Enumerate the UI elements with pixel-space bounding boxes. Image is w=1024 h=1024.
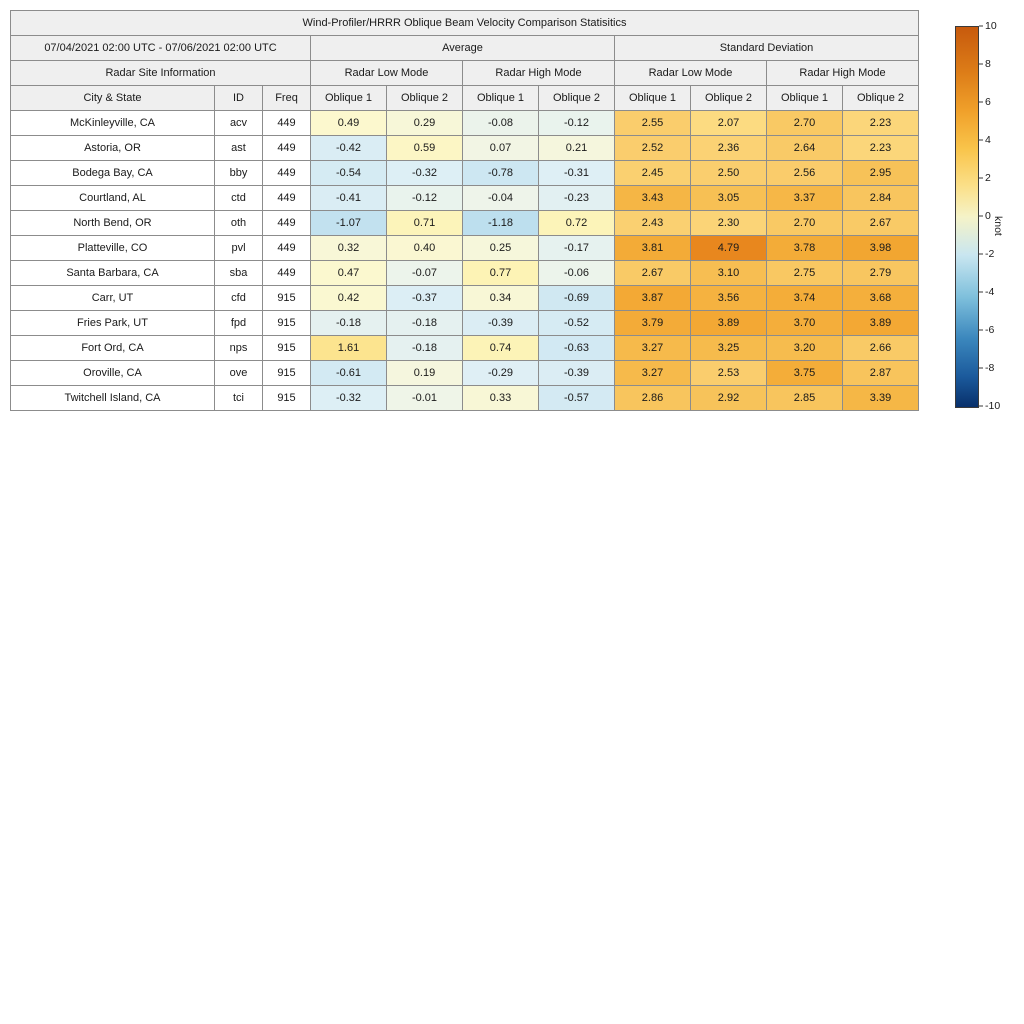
cell-sd-low-ob1: 2.67 — [615, 261, 691, 286]
cell-avg-low-ob1: -1.07 — [311, 211, 387, 236]
cell-avg-low-ob2: -0.32 — [387, 161, 463, 186]
cell-sd-low-ob1: 3.79 — [615, 311, 691, 336]
column-header-avg-low-ob2: Oblique 2 — [387, 86, 463, 111]
cell-frequency: 915 — [263, 286, 311, 311]
cell-sd-low-ob2: 2.50 — [691, 161, 767, 186]
cell-sd-high-ob1: 3.70 — [767, 311, 843, 336]
colorbar — [955, 26, 979, 408]
statistics-table — [10, 10, 919, 411]
table-group-header-row — [11, 36, 919, 61]
colorbar-tick-mark — [979, 368, 983, 369]
colorbar-tick-label: 0 — [985, 210, 991, 222]
cell-avg-low-ob1: -0.18 — [311, 311, 387, 336]
cell-avg-low-ob1: 0.42 — [311, 286, 387, 311]
cell-sd-high-ob2: 3.89 — [843, 311, 919, 336]
colorbar-tick-label: -4 — [985, 286, 995, 298]
cell-avg-low-ob2: 0.59 — [387, 136, 463, 161]
mode-header-sd-high: Radar High Mode — [767, 61, 919, 86]
cell-sd-low-ob2: 2.36 — [691, 136, 767, 161]
table-title-row — [11, 11, 919, 36]
table-row — [11, 111, 919, 136]
cell-frequency: 915 — [263, 336, 311, 361]
cell-site-id: pvl — [215, 236, 263, 261]
cell-site-id: ast — [215, 136, 263, 161]
cell-sd-low-ob2: 2.30 — [691, 211, 767, 236]
cell-avg-high-ob1: 0.77 — [463, 261, 539, 286]
cell-avg-low-ob2: 0.71 — [387, 211, 463, 236]
cell-avg-high-ob2: -0.23 — [539, 186, 615, 211]
cell-avg-low-ob2: 0.29 — [387, 111, 463, 136]
colorbar-tick-label: -2 — [985, 248, 995, 260]
cell-sd-low-ob2: 3.89 — [691, 311, 767, 336]
colorbar-tick-label: 2 — [985, 172, 991, 184]
table-row — [11, 386, 919, 411]
cell-sd-high-ob2: 3.98 — [843, 236, 919, 261]
cell-sd-low-ob1: 2.45 — [615, 161, 691, 186]
cell-site-id: tci — [215, 386, 263, 411]
cell-sd-low-ob2: 3.10 — [691, 261, 767, 286]
cell-site-id: ctd — [215, 186, 263, 211]
table-row — [11, 236, 919, 261]
colorbar-tick-mark — [979, 406, 983, 407]
colorbar-tick-label: 8 — [985, 58, 991, 70]
cell-avg-high-ob2: 0.72 — [539, 211, 615, 236]
column-header-city: City & State — [11, 86, 215, 111]
cell-city-state: McKinleyville, CA — [11, 111, 215, 136]
cell-sd-low-ob1: 3.27 — [615, 361, 691, 386]
cell-avg-low-ob2: 0.40 — [387, 236, 463, 261]
cell-avg-low-ob2: -0.01 — [387, 386, 463, 411]
cell-avg-low-ob1: 0.47 — [311, 261, 387, 286]
cell-avg-high-ob1: 0.07 — [463, 136, 539, 161]
table-row — [11, 261, 919, 286]
cell-site-id: cfd — [215, 286, 263, 311]
cell-sd-high-ob2: 3.68 — [843, 286, 919, 311]
cell-sd-low-ob2: 3.25 — [691, 336, 767, 361]
colorbar-tick-mark — [979, 292, 983, 293]
colorbar-tick-mark — [979, 102, 983, 103]
cell-city-state: Fries Park, UT — [11, 311, 215, 336]
group-header-site-info: Radar Site Information — [11, 61, 311, 86]
cell-city-state: North Bend, OR — [11, 211, 215, 236]
column-header-sd-low-ob2: Oblique 2 — [691, 86, 767, 111]
table-row — [11, 186, 919, 211]
cell-avg-low-ob1: -0.61 — [311, 361, 387, 386]
cell-frequency: 915 — [263, 361, 311, 386]
cell-site-id: fpd — [215, 311, 263, 336]
cell-sd-high-ob2: 2.79 — [843, 261, 919, 286]
cell-frequency: 915 — [263, 311, 311, 336]
cell-sd-high-ob1: 3.74 — [767, 286, 843, 311]
column-header-sd-low-ob1: Oblique 1 — [615, 86, 691, 111]
cell-site-id: nps — [215, 336, 263, 361]
cell-sd-low-ob1: 3.81 — [615, 236, 691, 261]
cell-sd-high-ob1: 3.20 — [767, 336, 843, 361]
cell-avg-high-ob1: 0.34 — [463, 286, 539, 311]
cell-sd-high-ob2: 2.67 — [843, 211, 919, 236]
cell-avg-high-ob2: -0.06 — [539, 261, 615, 286]
group-header-average: Average — [311, 36, 615, 61]
cell-city-state: Carr, UT — [11, 286, 215, 311]
cell-sd-high-ob2: 2.87 — [843, 361, 919, 386]
cell-avg-high-ob1: -0.39 — [463, 311, 539, 336]
cell-sd-low-ob1: 3.87 — [615, 286, 691, 311]
column-header-sd-high-ob2: Oblique 2 — [843, 86, 919, 111]
colorbar-tick-label: 6 — [985, 96, 991, 108]
cell-sd-high-ob2: 2.95 — [843, 161, 919, 186]
cell-avg-low-ob2: -0.37 — [387, 286, 463, 311]
page-title: Wind-Profiler/HRRR Oblique Beam Velocity Comparison Statisitics — [11, 11, 919, 36]
cell-avg-high-ob1: 0.74 — [463, 336, 539, 361]
colorbar-tick-mark — [979, 330, 983, 331]
cell-avg-high-ob2: -0.39 — [539, 361, 615, 386]
cell-sd-low-ob1: 2.52 — [615, 136, 691, 161]
cell-city-state: Astoria, OR — [11, 136, 215, 161]
mode-header-avg-low: Radar Low Mode — [311, 61, 463, 86]
cell-avg-low-ob1: -0.42 — [311, 136, 387, 161]
table-body — [11, 111, 919, 411]
colorbar-tick-mark — [979, 26, 983, 27]
cell-avg-low-ob1: 1.61 — [311, 336, 387, 361]
cell-frequency: 449 — [263, 236, 311, 261]
cell-avg-low-ob2: -0.18 — [387, 336, 463, 361]
cell-avg-high-ob1: 0.33 — [463, 386, 539, 411]
table-row — [11, 361, 919, 386]
colorbar-tick-mark — [979, 140, 983, 141]
cell-avg-high-ob2: -0.31 — [539, 161, 615, 186]
colorbar-tick-mark — [979, 216, 983, 217]
cell-avg-high-ob1: -0.29 — [463, 361, 539, 386]
colorbar-tick-mark — [979, 64, 983, 65]
colorbar-tick-label: -6 — [985, 324, 995, 336]
cell-avg-high-ob1: 0.25 — [463, 236, 539, 261]
table-row — [11, 286, 919, 311]
table-row — [11, 161, 919, 186]
cell-sd-high-ob1: 2.70 — [767, 211, 843, 236]
cell-city-state: Twitchell Island, CA — [11, 386, 215, 411]
cell-avg-high-ob2: -0.57 — [539, 386, 615, 411]
table-row — [11, 211, 919, 236]
column-header-sd-high-ob1: Oblique 1 — [767, 86, 843, 111]
cell-sd-low-ob1: 2.86 — [615, 386, 691, 411]
column-header-avg-low-ob1: Oblique 1 — [311, 86, 387, 111]
cell-city-state: Platteville, CO — [11, 236, 215, 261]
cell-frequency: 449 — [263, 136, 311, 161]
cell-avg-high-ob1: -0.04 — [463, 186, 539, 211]
cell-sd-high-ob1: 3.78 — [767, 236, 843, 261]
cell-avg-low-ob2: -0.12 — [387, 186, 463, 211]
cell-avg-high-ob2: -0.52 — [539, 311, 615, 336]
column-header-id: ID — [215, 86, 263, 111]
table-row — [11, 136, 919, 161]
cell-site-id: acv — [215, 111, 263, 136]
cell-sd-high-ob2: 2.66 — [843, 336, 919, 361]
cell-avg-high-ob2: -0.63 — [539, 336, 615, 361]
table-row — [11, 311, 919, 336]
table-row — [11, 336, 919, 361]
cell-avg-high-ob1: -1.18 — [463, 211, 539, 236]
mode-header-sd-low: Radar Low Mode — [615, 61, 767, 86]
cell-frequency: 449 — [263, 186, 311, 211]
cell-sd-low-ob2: 3.05 — [691, 186, 767, 211]
cell-site-id: sba — [215, 261, 263, 286]
cell-avg-low-ob2: -0.18 — [387, 311, 463, 336]
cell-sd-high-ob1: 3.37 — [767, 186, 843, 211]
cell-avg-low-ob1: 0.32 — [311, 236, 387, 261]
colorbar-tick-label: 4 — [985, 134, 991, 146]
cell-avg-high-ob1: -0.08 — [463, 111, 539, 136]
cell-sd-high-ob1: 2.75 — [767, 261, 843, 286]
cell-sd-low-ob2: 3.56 — [691, 286, 767, 311]
cell-site-id: ove — [215, 361, 263, 386]
cell-sd-high-ob2: 2.23 — [843, 136, 919, 161]
column-header-freq: Freq — [263, 86, 311, 111]
colorbar-tick-label: -10 — [985, 400, 1001, 412]
table-column-header-row — [11, 86, 919, 111]
cell-city-state: Courtland, AL — [11, 186, 215, 211]
time-period: 07/04/2021 02:00 UTC - 07/06/2021 02:00 UTC — [11, 36, 311, 61]
cell-avg-high-ob2: -0.69 — [539, 286, 615, 311]
column-header-avg-high-ob2: Oblique 2 — [539, 86, 615, 111]
cell-sd-low-ob1: 2.55 — [615, 111, 691, 136]
colorbar-tick-mark — [979, 254, 983, 255]
cell-sd-high-ob1: 2.85 — [767, 386, 843, 411]
cell-sd-high-ob2: 2.23 — [843, 111, 919, 136]
colorbar-tick-mark — [979, 178, 983, 179]
cell-avg-high-ob2: -0.12 — [539, 111, 615, 136]
cell-avg-low-ob2: -0.07 — [387, 261, 463, 286]
cell-sd-low-ob1: 3.27 — [615, 336, 691, 361]
cell-site-id: bby — [215, 161, 263, 186]
cell-avg-high-ob1: -0.78 — [463, 161, 539, 186]
cell-avg-high-ob2: 0.21 — [539, 136, 615, 161]
cell-sd-high-ob1: 3.75 — [767, 361, 843, 386]
cell-frequency: 449 — [263, 111, 311, 136]
group-header-stddev: Standard Deviation — [615, 36, 919, 61]
cell-sd-high-ob1: 2.70 — [767, 111, 843, 136]
cell-frequency: 449 — [263, 261, 311, 286]
mode-header-avg-high: Radar High Mode — [463, 61, 615, 86]
column-header-avg-high-ob1: Oblique 1 — [463, 86, 539, 111]
cell-city-state: Oroville, CA — [11, 361, 215, 386]
cell-sd-high-ob2: 3.39 — [843, 386, 919, 411]
cell-site-id: oth — [215, 211, 263, 236]
cell-sd-high-ob1: 2.64 — [767, 136, 843, 161]
cell-avg-low-ob1: -0.54 — [311, 161, 387, 186]
cell-sd-low-ob2: 2.07 — [691, 111, 767, 136]
cell-sd-low-ob1: 2.43 — [615, 211, 691, 236]
cell-sd-low-ob2: 2.92 — [691, 386, 767, 411]
cell-avg-low-ob1: 0.49 — [311, 111, 387, 136]
cell-avg-high-ob2: -0.17 — [539, 236, 615, 261]
cell-avg-low-ob1: -0.41 — [311, 186, 387, 211]
cell-sd-low-ob1: 3.43 — [615, 186, 691, 211]
cell-frequency: 449 — [263, 161, 311, 186]
cell-city-state: Fort Ord, CA — [11, 336, 215, 361]
colorbar-tick-label: -8 — [985, 362, 995, 374]
table-mode-header-row — [11, 61, 919, 86]
cell-avg-low-ob1: -0.32 — [311, 386, 387, 411]
cell-city-state: Santa Barbara, CA — [11, 261, 215, 286]
cell-avg-low-ob2: 0.19 — [387, 361, 463, 386]
colorbar-tick-label: 10 — [985, 20, 997, 32]
cell-sd-low-ob2: 4.79 — [691, 236, 767, 261]
cell-city-state: Bodega Bay, CA — [11, 161, 215, 186]
cell-frequency: 915 — [263, 386, 311, 411]
colorbar-label: knot — [992, 216, 1004, 236]
cell-sd-high-ob2: 2.84 — [843, 186, 919, 211]
cell-sd-low-ob2: 2.53 — [691, 361, 767, 386]
cell-frequency: 449 — [263, 211, 311, 236]
statistics-table-container — [10, 10, 919, 411]
cell-sd-high-ob1: 2.56 — [767, 161, 843, 186]
